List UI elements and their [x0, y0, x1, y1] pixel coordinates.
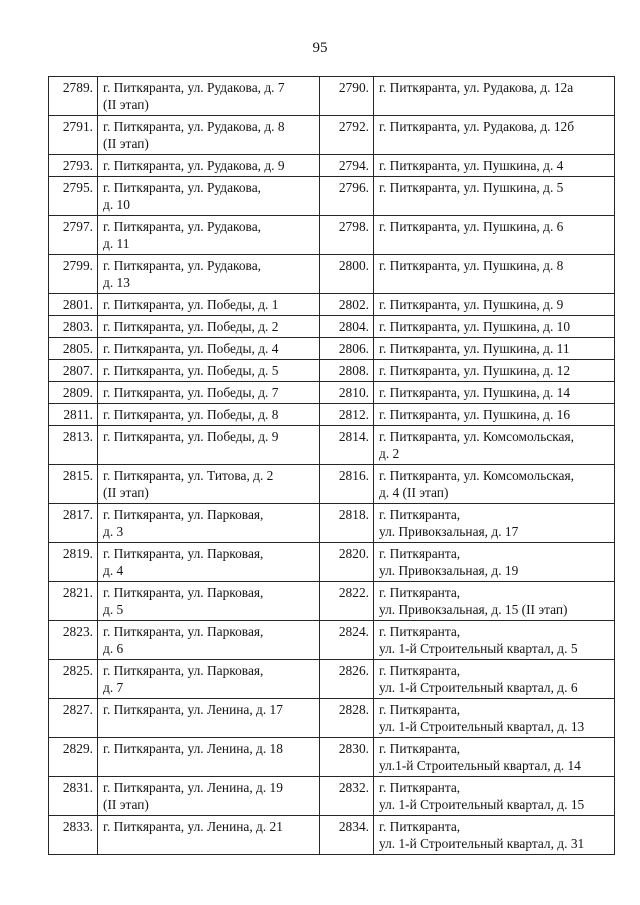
entry-number: 2823. [49, 621, 98, 660]
entry-address: г. Питкяранта, ул. Победы, д. 4 [98, 338, 320, 360]
entry-address: г. Питкяранта, ул. Комсомольская, д. 2 [374, 426, 615, 465]
table-row [49, 382, 615, 404]
entry-address: г. Питкяранта, ул. Победы, д. 1 [98, 294, 320, 316]
entry-number: 2793. [49, 155, 98, 177]
entry-number: 2829. [49, 738, 98, 777]
entry-number: 2791. [49, 116, 98, 155]
entry-number: 2820. [320, 543, 374, 582]
entry-address: г. Питкяранта, ул. 1-й Строительный квартал, д. 15 [374, 777, 615, 816]
table-row [49, 816, 615, 855]
entry-address: г. Питкяранта, ул. Рудакова, д. 11 [98, 216, 320, 255]
entry-address: г. Питкяранта, ул. 1-й Строительный квартал, д. 5 [374, 621, 615, 660]
table-row [49, 621, 615, 660]
entry-address: г. Питкяранта, ул. Пушкина, д. 4 [374, 155, 615, 177]
entry-address: г. Питкяранта, ул. Парковая, д. 3 [98, 504, 320, 543]
entry-number: 2789. [49, 77, 98, 116]
entry-address: г. Питкяранта, ул.1-й Строительный квартал, д. 14 [374, 738, 615, 777]
table-row [49, 316, 615, 338]
entry-address: г. Питкяранта, ул. Привокзальная, д. 17 [374, 504, 615, 543]
table-row [49, 465, 615, 504]
page-number: 95 [312, 40, 328, 56]
entry-address: г. Питкяранта, ул. Рудакова, д. 8 (II этап) [98, 116, 320, 155]
table-row [49, 504, 615, 543]
entry-number: 2814. [320, 426, 374, 465]
table-row [49, 660, 615, 699]
entry-address: г. Питкяранта, ул. Привокзальная, д. 19 [374, 543, 615, 582]
entry-number: 2807. [49, 360, 98, 382]
entry-number: 2831. [49, 777, 98, 816]
entry-address: г. Питкяранта, ул. Парковая, д. 4 [98, 543, 320, 582]
entry-number: 2801. [49, 294, 98, 316]
entry-number: 2826. [320, 660, 374, 699]
entry-address: г. Питкяранта, ул. Пушкина, д. 5 [374, 177, 615, 216]
entry-address: г. Питкяранта, ул. Парковая, д. 7 [98, 660, 320, 699]
table-row [49, 294, 615, 316]
entry-number: 2795. [49, 177, 98, 216]
entry-number: 2797. [49, 216, 98, 255]
entry-address: г. Питкяранта, ул. Рудакова, д. 12а [374, 77, 615, 116]
entry-number: 2794. [320, 155, 374, 177]
table-row [49, 543, 615, 582]
entry-address: г. Питкяранта, ул. Рудакова, д. 7 (II этап) [98, 77, 320, 116]
entry-number: 2822. [320, 582, 374, 621]
entry-number: 2828. [320, 699, 374, 738]
entry-address: г. Питкяранта, ул. Пушкина, д. 12 [374, 360, 615, 382]
entry-address: г. Питкяранта, ул. 1-й Строительный квартал, д. 6 [374, 660, 615, 699]
table-row [49, 255, 615, 294]
entry-number: 2796. [320, 177, 374, 216]
table-row [49, 77, 615, 116]
entry-address: г. Питкяранта, ул. Парковая, д. 6 [98, 621, 320, 660]
entry-address: г. Питкяранта, ул. Комсомольская, д. 4 (II этап) [374, 465, 615, 504]
entry-number: 2792. [320, 116, 374, 155]
table-row [49, 177, 615, 216]
table-row [49, 777, 615, 816]
entry-number: 2811. [49, 404, 98, 426]
entry-address: г. Питкяранта, ул. Рудакова, д. 12б [374, 116, 615, 155]
entry-number: 2813. [49, 426, 98, 465]
entry-number: 2799. [49, 255, 98, 294]
table-row [49, 338, 615, 360]
entry-number: 2802. [320, 294, 374, 316]
entry-address: г. Питкяранта, ул. Рудакова, д. 13 [98, 255, 320, 294]
entry-address: г. Питкяранта, ул. Титова, д. 2 (II этап) [98, 465, 320, 504]
entry-number: 2827. [49, 699, 98, 738]
entry-address: г. Питкяранта, ул. Победы, д. 8 [98, 404, 320, 426]
address-table [48, 76, 615, 855]
entry-number: 2819. [49, 543, 98, 582]
table-row [49, 738, 615, 777]
table-row [49, 582, 615, 621]
entry-address: г. Питкяранта, ул. Парковая, д. 5 [98, 582, 320, 621]
entry-number: 2808. [320, 360, 374, 382]
entry-number: 2834. [320, 816, 374, 855]
entry-address: г. Питкяранта, ул. Победы, д. 9 [98, 426, 320, 465]
entry-address: г. Питкяранта, ул. Пушкина, д. 6 [374, 216, 615, 255]
entry-address: г. Питкяранта, ул. Победы, д. 5 [98, 360, 320, 382]
entry-address: г. Питкяранта, ул. Пушкина, д. 9 [374, 294, 615, 316]
entry-address: г. Питкяранта, ул. Ленина, д. 21 [98, 816, 320, 855]
entry-number: 2821. [49, 582, 98, 621]
entry-number: 2798. [320, 216, 374, 255]
table-row [49, 404, 615, 426]
table-row [49, 360, 615, 382]
entry-number: 2803. [49, 316, 98, 338]
entry-number: 2810. [320, 382, 374, 404]
entry-address: г. Питкяранта, ул. Победы, д. 2 [98, 316, 320, 338]
entry-address: г. Питкяранта, ул. Пушкина, д. 10 [374, 316, 615, 338]
entry-address: г. Питкяранта, ул. Пушкина, д. 8 [374, 255, 615, 294]
entry-number: 2816. [320, 465, 374, 504]
table-row [49, 116, 615, 155]
table-row [49, 155, 615, 177]
entry-number: 2805. [49, 338, 98, 360]
entry-number: 2804. [320, 316, 374, 338]
entry-address: г. Питкяранта, ул. Ленина, д. 17 [98, 699, 320, 738]
table-row [49, 426, 615, 465]
entry-address: г. Питкяранта, ул. Ленина, д. 19 (II этап) [98, 777, 320, 816]
entry-address: г. Питкяранта, ул. Рудакова, д. 10 [98, 177, 320, 216]
table-row [49, 216, 615, 255]
entry-address: г. Питкяранта, ул. Рудакова, д. 9 [98, 155, 320, 177]
entry-number: 2812. [320, 404, 374, 426]
entry-number: 2824. [320, 621, 374, 660]
entry-number: 2806. [320, 338, 374, 360]
entry-address: г. Питкяранта, ул. 1-й Строительный квартал, д. 13 [374, 699, 615, 738]
entry-number: 2833. [49, 816, 98, 855]
table-row [49, 699, 615, 738]
entry-address: г. Питкяранта, ул. Ленина, д. 18 [98, 738, 320, 777]
entry-address: г. Питкяранта, ул. Пушкина, д. 16 [374, 404, 615, 426]
entry-number: 2809. [49, 382, 98, 404]
entry-address: г. Питкяранта, ул. Победы, д. 7 [98, 382, 320, 404]
entry-number: 2830. [320, 738, 374, 777]
entry-address: г. Питкяранта, ул. Привокзальная, д. 15 (II этап) [374, 582, 615, 621]
entry-address: г. Питкяранта, ул. 1-й Строительный квартал, д. 31 [374, 816, 615, 855]
entry-number: 2818. [320, 504, 374, 543]
entry-address: г. Питкяранта, ул. Пушкина, д. 11 [374, 338, 615, 360]
entry-number: 2817. [49, 504, 98, 543]
address-table-body [49, 77, 615, 855]
entry-number: 2800. [320, 255, 374, 294]
entry-address: г. Питкяранта, ул. Пушкина, д. 14 [374, 382, 615, 404]
entry-number: 2815. [49, 465, 98, 504]
entry-number: 2790. [320, 77, 374, 116]
entry-number: 2825. [49, 660, 98, 699]
entry-number: 2832. [320, 777, 374, 816]
